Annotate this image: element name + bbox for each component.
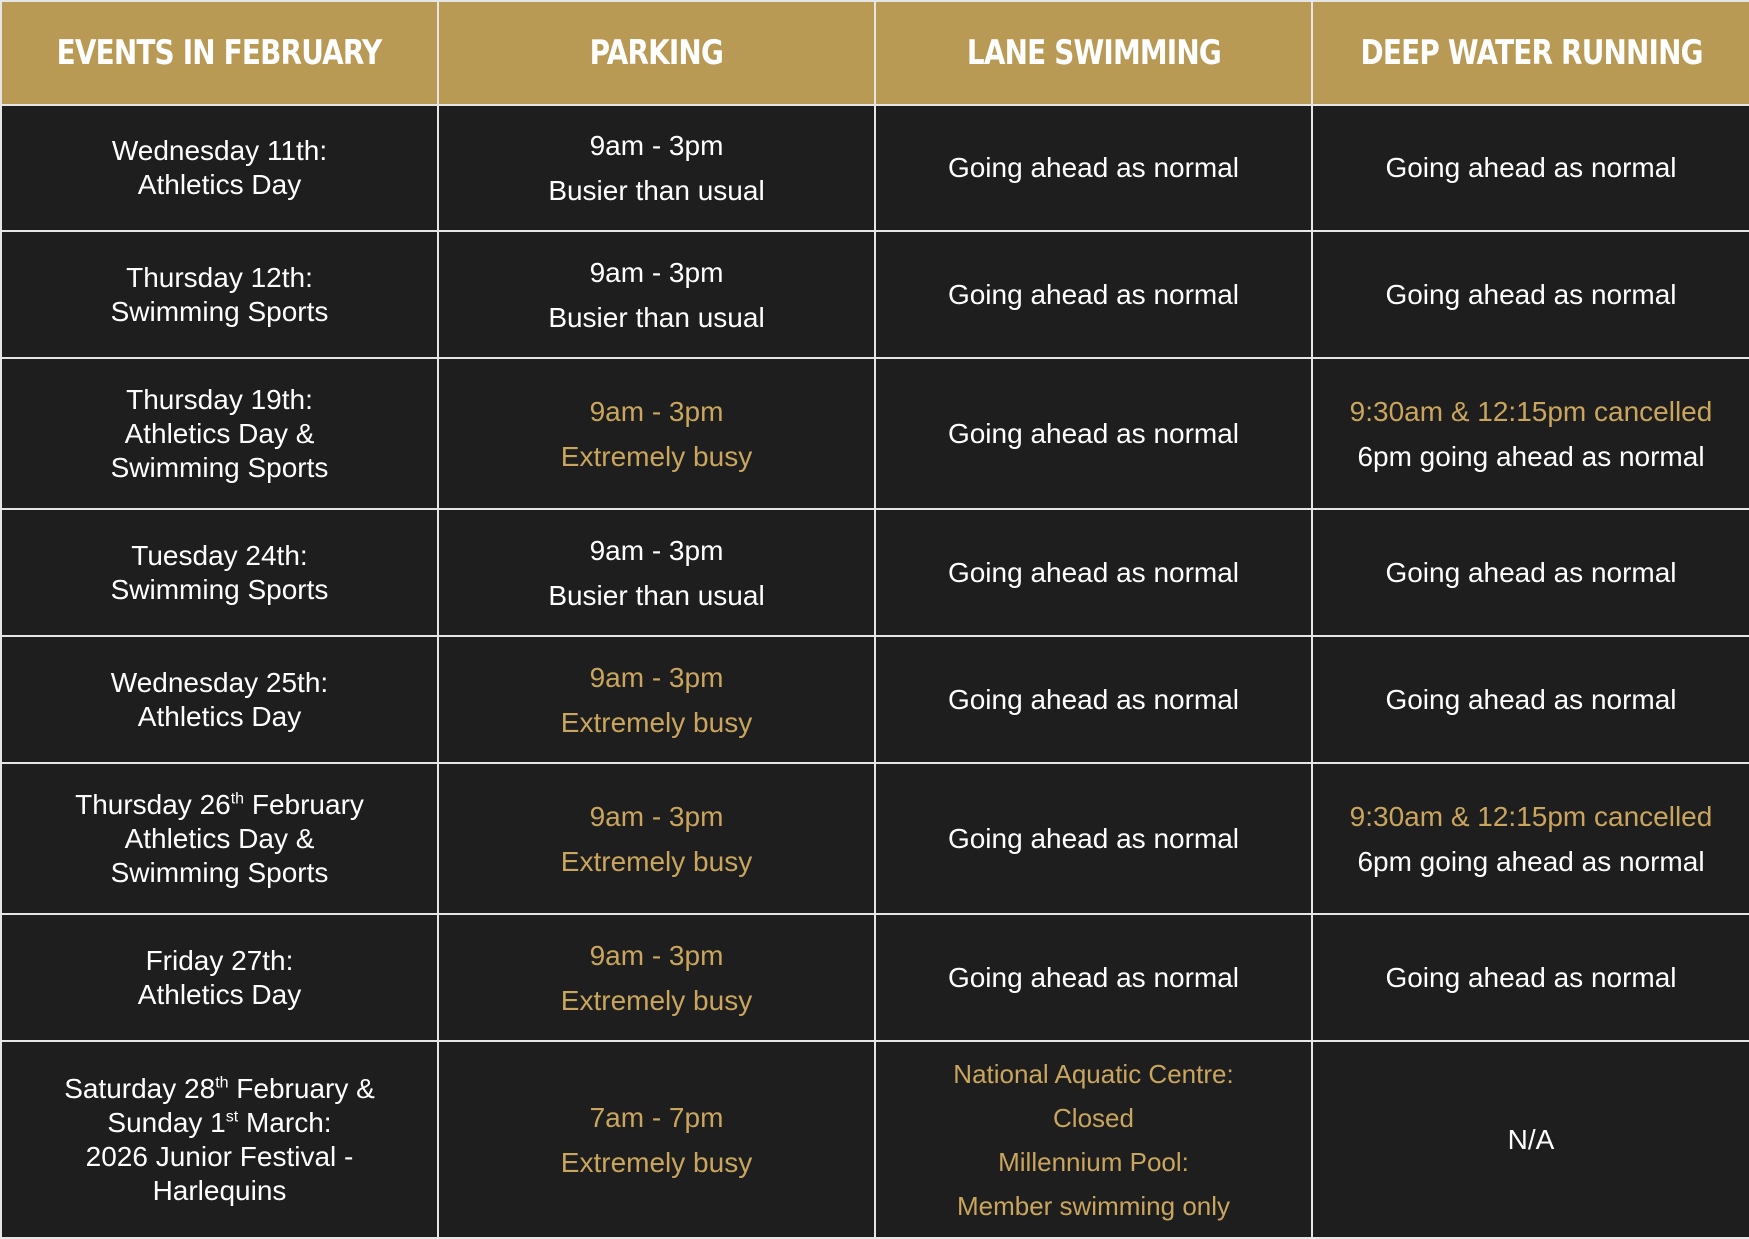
- table-row: [1, 231, 1749, 358]
- header-row: [1, 1, 1749, 105]
- event-cell: Thursday 12th: Swimming Sports: [1, 231, 438, 358]
- event-cell: Thursday 19th: Athletics Day & Swimming Sports: [1, 358, 438, 509]
- parking-cell: 7am - 7pm Extremely busy: [438, 1041, 875, 1238]
- lane-swimming-cell: Going ahead as normal: [875, 636, 1312, 763]
- deep-water-cell: Going ahead as normal: [1312, 914, 1749, 1041]
- table-row: [1, 636, 1749, 763]
- lane-swimming-cell: Going ahead as normal: [875, 358, 1312, 509]
- table-row: [1, 509, 1749, 636]
- header-lane-swimming: LANE SWIMMING: [875, 1, 1312, 105]
- lane-swimming-cell: Going ahead as normal: [875, 763, 1312, 914]
- parking-cell: 9am - 3pm Extremely busy: [438, 914, 875, 1041]
- parking-cell: 9am - 3pm Extremely busy: [438, 358, 875, 509]
- parking-cell: 9am - 3pm Busier than usual: [438, 105, 875, 231]
- parking-cell: 9am - 3pm Busier than usual: [438, 509, 875, 636]
- parking-cell: 9am - 3pm Extremely busy: [438, 636, 875, 763]
- parking-cell: 9am - 3pm Busier than usual: [438, 231, 875, 358]
- table-row: [1, 1041, 1749, 1238]
- deep-water-cell: Going ahead as normal: [1312, 636, 1749, 763]
- lane-swimming-cell: National Aquatic Centre: Closed Millennium Pool: Member swimming only: [875, 1041, 1312, 1238]
- table-row: [1, 105, 1749, 231]
- deep-water-cell: N/A: [1312, 1041, 1749, 1238]
- table-row: [1, 763, 1749, 914]
- event-cell: Thursday 26th February Athletics Day & Swimming Sports: [1, 763, 438, 914]
- table-row: [1, 914, 1749, 1041]
- lane-swimming-cell: Going ahead as normal: [875, 509, 1312, 636]
- lane-swimming-cell: Going ahead as normal: [875, 914, 1312, 1041]
- event-cell: Saturday 28th February & Sunday 1st March: 2026 Junior Festival - Harlequins: [1, 1041, 438, 1238]
- lane-swimming-cell: Going ahead as normal: [875, 231, 1312, 358]
- header-parking: PARKING: [438, 1, 875, 105]
- parking-cell: 9am - 3pm Extremely busy: [438, 763, 875, 914]
- event-cell: Wednesday 25th: Athletics Day: [1, 636, 438, 763]
- header-events: EVENTS IN FEBRUARY: [1, 1, 438, 105]
- deep-water-cell: Going ahead as normal: [1312, 231, 1749, 358]
- deep-water-cell: 9:30am & 12:15pm cancelled 6pm going ahead as normal: [1312, 763, 1749, 914]
- event-cell: Friday 27th: Athletics Day: [1, 914, 438, 1041]
- deep-water-cell: Going ahead as normal: [1312, 105, 1749, 231]
- header-deep-water-running: DEEP WATER RUNNING: [1312, 1, 1749, 105]
- table-row: [1, 358, 1749, 509]
- event-cell: Tuesday 24th: Swimming Sports: [1, 509, 438, 636]
- deep-water-cell: 9:30am & 12:15pm cancelled 6pm going ahead as normal: [1312, 358, 1749, 509]
- event-cell: Wednesday 11th: Athletics Day: [1, 105, 438, 231]
- deep-water-cell: Going ahead as normal: [1312, 509, 1749, 636]
- lane-swimming-cell: Going ahead as normal: [875, 105, 1312, 231]
